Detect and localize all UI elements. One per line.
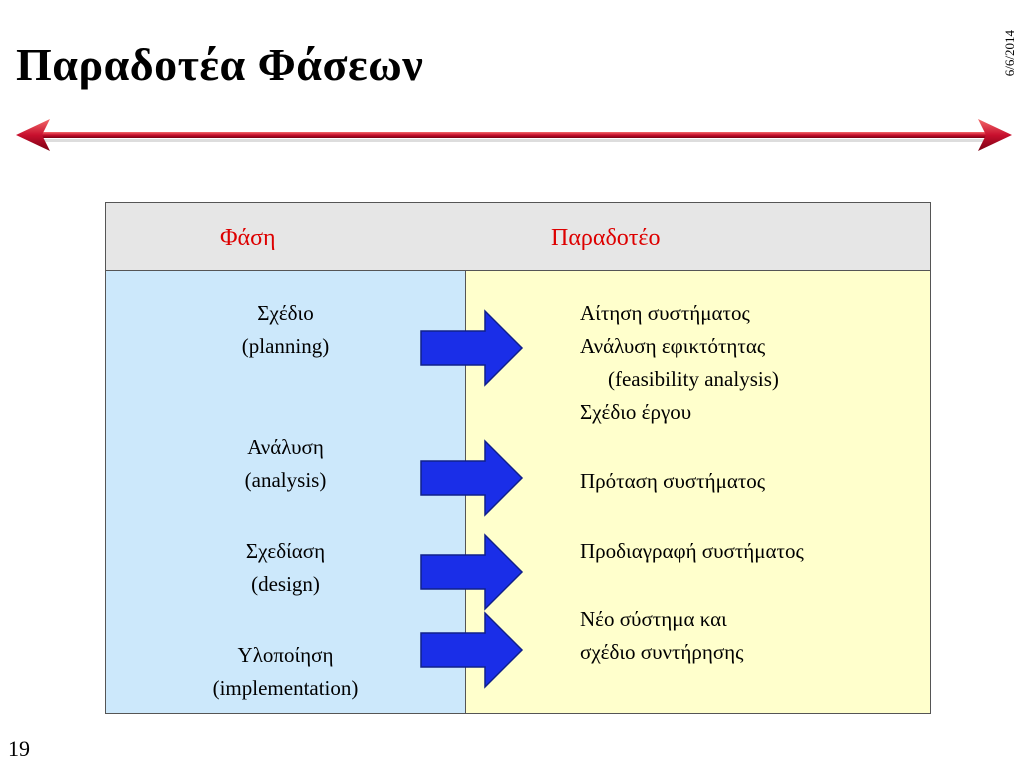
phase-design: Σχεδίαση (design) [245,539,326,596]
deliverable-item: Προδιαγραφή συστήματος [580,539,804,563]
phase-analysis: Ανάλυση (analysis) [244,435,327,492]
deliverable-item: Ανάλυση εφικτότητας [580,334,766,358]
page-number: 19 [8,736,30,761]
deliverables-column [466,271,930,713]
deliverables-design [580,535,804,568]
slide-title: Παραδοτέα Φάσεων [16,39,424,90]
header-deliverable: Παραδοτέο [551,225,661,251]
deliverable-item: Σχέδιο έργου [580,400,692,424]
arrow-right-icon [419,439,524,517]
slide-date: 6/6/2014 [1002,30,1017,77]
deliverable-item: Νέο σύστημα και [580,607,727,631]
deliverable-item: Αίτηση συστήματος [580,301,750,325]
deliverables-implementation [580,603,743,669]
deliverable-item: Πρόταση συστήματος [580,469,766,493]
phases-column [106,271,466,713]
deliverables-analysis [580,465,765,498]
deliverables-planning [580,297,779,429]
phase-planning: Σχέδιο (planning) [241,301,330,358]
phase-implementation: Υλοποίηση (implementation) [212,643,359,700]
arrow-right-icon [419,309,524,387]
deliverable-item: σχέδιο συντήρησης [580,640,744,664]
arrow-right-icon [419,533,524,611]
phase-deliverables-table [105,202,931,714]
table-header [106,203,930,271]
deliverable-item: (feasibility analysis) [608,367,779,391]
arrow-right-icon [419,611,524,689]
double-arrow-rule [16,116,1012,154]
header-phase: Φάση [220,225,276,251]
